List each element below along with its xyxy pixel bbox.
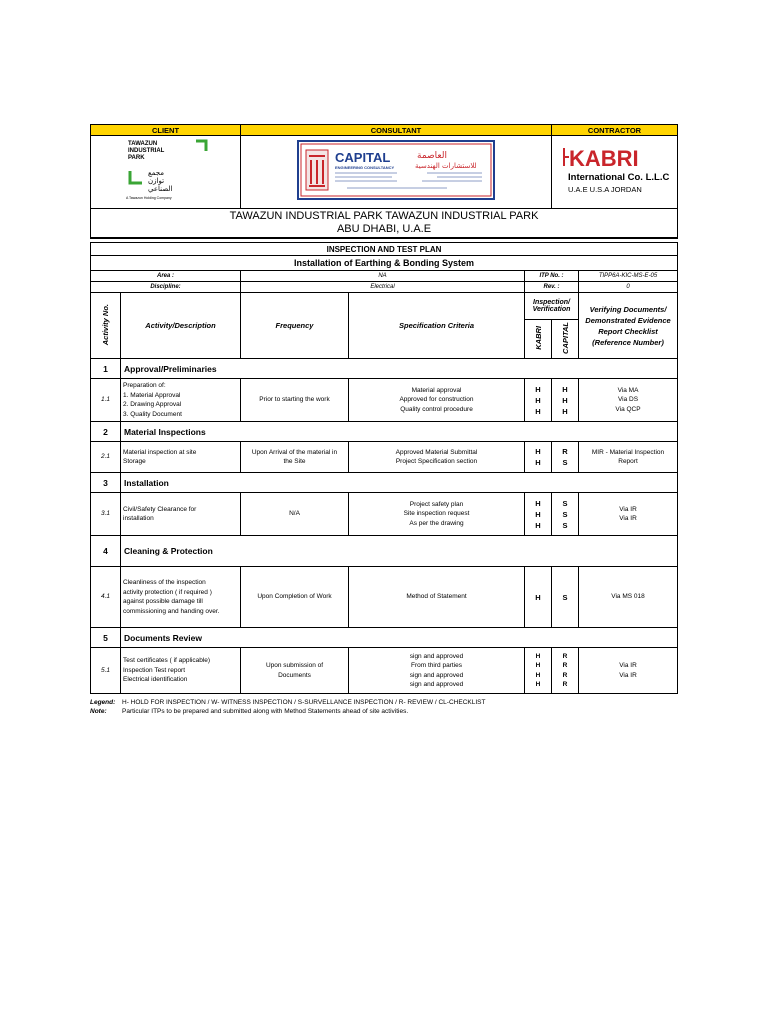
item-row-4-1	[91, 567, 678, 628]
section-row	[91, 473, 678, 493]
contractor-header: CONTRACTOR	[552, 125, 678, 136]
section-title: Approval/Preliminaries	[121, 359, 678, 379]
item-documents: Via MA Via DS Via QCP	[579, 379, 678, 422]
svg-text:توازن: توازن	[147, 176, 164, 185]
item-row-3-1	[91, 493, 678, 536]
capital-logo	[297, 140, 495, 200]
svg-text:العاصمة: العاصمة	[417, 150, 447, 161]
section-number: 1	[91, 359, 121, 379]
document-subtitle: Installation of Earthing & Bonding System	[91, 256, 678, 271]
item-description: Preparation of: 1. Material Approval 2. Drawing Approval 3. Quality Document	[121, 379, 241, 422]
rev-label: Rev. :	[525, 282, 579, 293]
item-description: Civil/Safety Clearance for installation	[121, 493, 241, 536]
section-row	[91, 628, 678, 648]
section-number: 2	[91, 422, 121, 442]
item-frequency: N/A	[241, 493, 349, 536]
item-kabri: H H H	[525, 379, 552, 422]
item-documents: MIR - Material Inspection Report	[579, 442, 678, 473]
col-frequency: Frequency	[241, 293, 349, 359]
note-line	[90, 707, 485, 716]
item-criteria: Approved Material Submittal Project Specification section	[349, 442, 525, 473]
item-number: 2.1	[91, 442, 121, 473]
col-kabri: KABRI	[525, 320, 552, 359]
area-value: NA	[241, 271, 525, 282]
item-frequency: Upon submission of Documents	[241, 648, 349, 694]
section-number: 4	[91, 536, 121, 567]
svg-text:مجمع: مجمع	[147, 168, 164, 177]
logos-row	[91, 136, 678, 209]
discipline-label: Discipline:	[91, 282, 241, 293]
svg-text:للاستشارات الهندسية: للاستشارات الهندسية	[415, 161, 477, 170]
client-header: CLIENT	[91, 125, 241, 136]
svg-text:International Co. L.L.C: International Co. L.L.C	[567, 171, 669, 183]
discipline-row	[91, 282, 678, 293]
itp-label: ITP No. :	[525, 271, 579, 282]
tawazun-logo	[116, 137, 216, 203]
subtitle-row	[91, 256, 678, 271]
col-capital: CAPITAL	[552, 320, 579, 359]
item-kabri: H H H	[525, 493, 552, 536]
item-row-2-1	[91, 442, 678, 473]
svg-text:KABRI: KABRI	[568, 145, 639, 171]
consultant-logo-cell	[241, 136, 552, 209]
rev-value: 0	[579, 282, 678, 293]
section-row	[91, 536, 678, 567]
kabri-logo	[555, 140, 675, 200]
item-description: Material inspection at site Storage	[121, 442, 241, 473]
item-criteria: Method of Statement	[349, 567, 525, 628]
col-criteria: Specification Criteria	[349, 293, 525, 359]
col-verification: Inspection/ Verification	[525, 293, 579, 320]
project-name-cell	[91, 209, 678, 239]
item-capital: H H H	[552, 379, 579, 422]
title-row	[91, 243, 678, 256]
itp-sheet	[90, 124, 677, 694]
item-kabri: H H	[525, 442, 552, 473]
header-row	[91, 125, 678, 136]
area-row	[91, 271, 678, 282]
section-title: Cleaning & Protection	[121, 536, 678, 567]
item-frequency: Upon Completion of Work	[241, 567, 349, 628]
legend-line	[90, 698, 485, 707]
svg-text:ENGINEERING CONSULTANCY: ENGINEERING CONSULTANCY	[335, 164, 395, 170]
area-label: Area :	[91, 271, 241, 282]
section-title: Documents Review	[121, 628, 678, 648]
project-line-1: TAWAZUN INDUSTRIAL PARK TAWAZUN INDUSTRIAL PARK	[229, 210, 539, 222]
note-label: Note:	[90, 708, 107, 715]
legend-block	[90, 698, 485, 716]
svg-text:U.A.E U.S.A JORDAN: U.A.E U.S.A JORDAN	[567, 184, 642, 194]
client-logo-cell	[91, 136, 241, 209]
item-capital: R R R R	[552, 648, 579, 694]
item-number: 5.1	[91, 648, 121, 694]
item-frequency: Prior to starting the work	[241, 379, 349, 422]
col-documents: Verifying Documents/ Demonstrated Evidence Report Checklist (Reference Number)	[579, 293, 678, 359]
item-documents: Via MS 018	[579, 567, 678, 628]
item-number: 4.1	[91, 567, 121, 628]
item-description: Test certificates ( if applicable) Inspection Test report Electrical identification	[121, 648, 241, 694]
contractor-logo-cell	[552, 136, 678, 209]
item-capital: S S S	[552, 493, 579, 536]
column-header-row-1	[91, 293, 678, 320]
svg-text:A Tawazun Holding Company: A Tawazun Holding Company	[125, 195, 172, 200]
section-number: 3	[91, 473, 121, 493]
item-number: 1.1	[91, 379, 121, 422]
item-capital: S	[552, 567, 579, 628]
item-frequency: Upon Arrival of the material in the Site	[241, 442, 349, 473]
col-activity: Activity/Description	[121, 293, 241, 359]
item-row-5-1	[91, 648, 678, 694]
svg-text:TAWAZUN: TAWAZUN	[127, 140, 157, 147]
item-row-1-1	[91, 379, 678, 422]
note-text: Particular ITPs to be prepared and submitted along with Method Statements ahead of site activities.	[122, 708, 409, 715]
svg-text:الصناعي: الصناعي	[147, 184, 172, 193]
section-title: Material Inspections	[121, 422, 678, 442]
item-number: 3.1	[91, 493, 121, 536]
legend-label: Legend:	[90, 699, 116, 706]
item-capital: R S	[552, 442, 579, 473]
item-description: Cleanliness of the inspection activity protection ( if required ) against possible damage till commissioning and handing over.	[121, 567, 241, 628]
project-row	[91, 209, 678, 239]
project-line-2: ABU DHABI, U.A.E	[336, 223, 432, 235]
svg-text:PARK: PARK	[127, 154, 145, 161]
item-kabri: H H H H	[525, 648, 552, 694]
svg-text:CAPITAL: CAPITAL	[335, 149, 391, 165]
item-documents: Via IR Via IR	[579, 493, 678, 536]
item-kabri: H	[525, 567, 552, 628]
section-number: 5	[91, 628, 121, 648]
consultant-header: CONSULTANT	[241, 125, 552, 136]
item-documents: Via IR Via IR	[579, 648, 678, 694]
itp-value: TIPP6A-KIC-MS-E-05	[579, 271, 678, 282]
item-criteria: Material approval Approved for construction Quality control procedure	[349, 379, 525, 422]
item-criteria: Project safety plan Site inspection request As per the drawing	[349, 493, 525, 536]
section-title: Installation	[121, 473, 678, 493]
item-criteria: sign and approved From third parties sign and approved sign and approved	[349, 648, 525, 694]
itp-table	[90, 124, 678, 694]
document-title: INSPECTION AND TEST PLAN	[91, 243, 678, 256]
col-activity-no: Activity No.	[91, 293, 121, 359]
legend-text: H- HOLD FOR INSPECTION / W- WITNESS INSPECTION / S-SURVELLANCE INSPECTION / R- REVIEW / CL-CHECKLIST	[122, 699, 486, 706]
discipline-value: Electrical	[241, 282, 525, 293]
svg-text:INDUSTRIAL: INDUSTRIAL	[127, 147, 164, 154]
section-row	[91, 422, 678, 442]
section-row	[91, 359, 678, 379]
